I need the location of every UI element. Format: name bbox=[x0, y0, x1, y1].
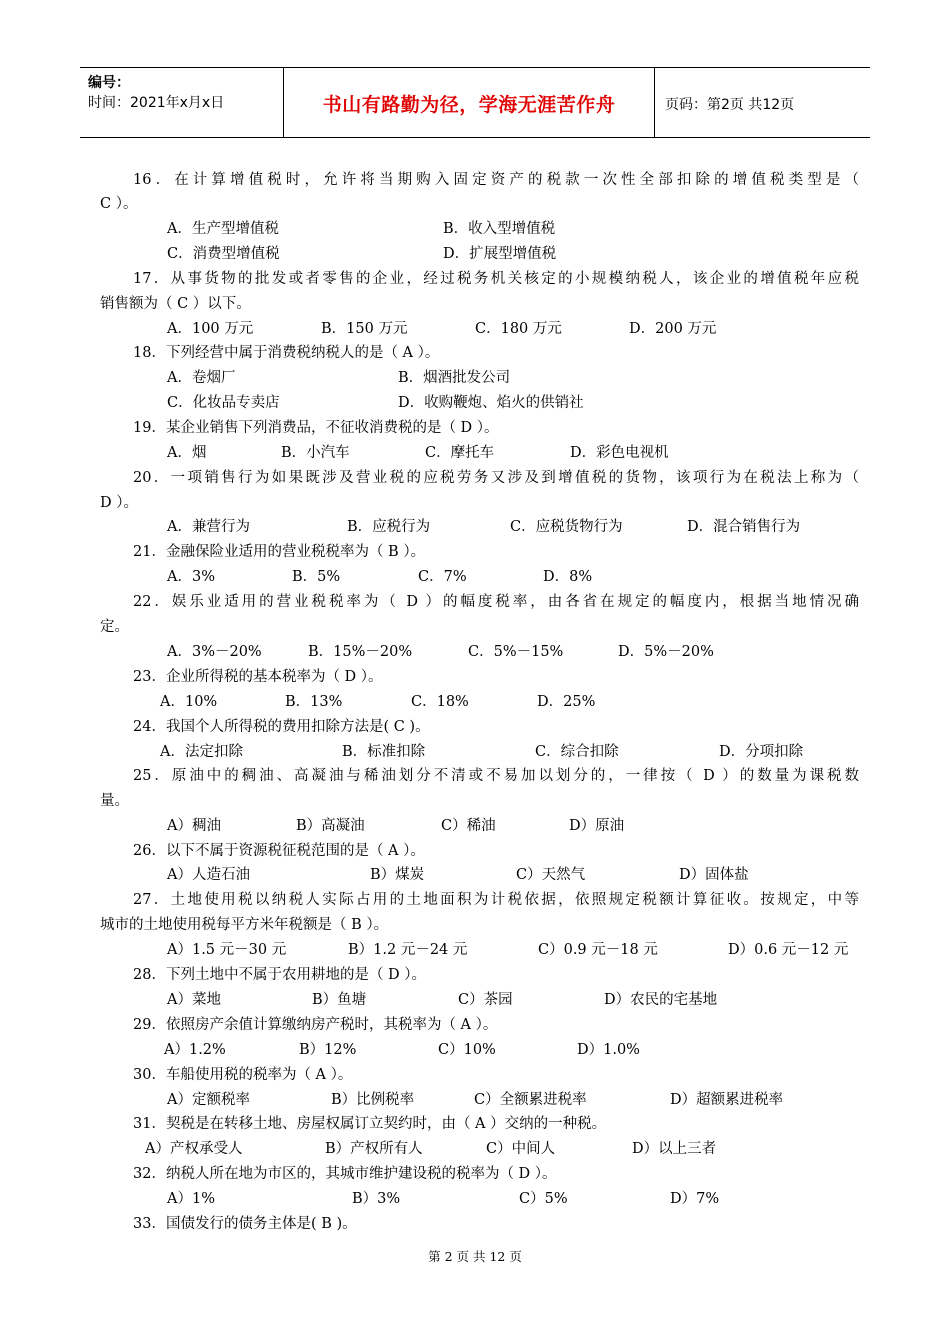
question-16-option-d: D．扩展型增值税 bbox=[443, 246, 557, 262]
question-27-option-a: A）1.5 元－30 元 bbox=[167, 942, 287, 958]
question-17-option-b: B．150 万元 bbox=[321, 321, 408, 337]
question-30-text: 30．车船使用税的税率为（ A ）。 bbox=[133, 1067, 353, 1083]
question-25-option-a: A）稠油 bbox=[167, 818, 221, 834]
question-28-option-c: C）茶园 bbox=[458, 992, 513, 1008]
question-28-option-b: B）鱼塘 bbox=[312, 992, 367, 1008]
header-left-cell bbox=[80, 68, 284, 137]
page-indicator: 页码：第2页 共12页 bbox=[665, 97, 795, 113]
question-20-answer: D ）。 bbox=[100, 495, 138, 511]
question-16-option-a: A．生产型增值税 bbox=[167, 221, 279, 237]
question-31-option-d: D）以上三者 bbox=[632, 1141, 717, 1157]
question-26-option-a: A）人造石油 bbox=[167, 867, 250, 883]
question-20-option-c: C．应税货物行为 bbox=[510, 519, 623, 535]
question-29-text: 29．依照房产余值计算缴纳房产税时，其税率为（ A ）。 bbox=[133, 1017, 498, 1033]
question-17-text-cont: 销售额为（ C ）以下。 bbox=[100, 296, 251, 312]
question-19-option-a: A．烟 bbox=[167, 445, 207, 461]
question-23-option-a: A．10% bbox=[160, 694, 218, 710]
question-25-option-c: C）稀油 bbox=[441, 818, 496, 834]
question-28-text: 28．下列土地中不属于农用耕地的是（ D ）。 bbox=[133, 967, 427, 983]
question-24-option-d: D．分项扣除 bbox=[719, 744, 804, 760]
question-26-option-c: C）天然气 bbox=[516, 867, 586, 883]
question-27-option-b: B）1.2 元－24 元 bbox=[348, 942, 468, 958]
question-17-option-a: A．100 万元 bbox=[167, 321, 254, 337]
question-31-option-b: B）产权所有人 bbox=[325, 1141, 423, 1157]
question-16-option-c: C．消费型增值税 bbox=[167, 246, 280, 262]
question-27-text: 27．土地使用税以纳税人实际占用的土地面积为计税依据，依照规定税额计算征收。按规定，中等 bbox=[133, 892, 859, 908]
question-32-text: 32．纳税人所在地为市区的，其城市维护建设税的税率为（ D ）。 bbox=[133, 1166, 557, 1182]
question-20-option-b: B．应税行为 bbox=[347, 519, 431, 535]
question-25-text-cont: 量。 bbox=[100, 793, 129, 809]
question-22-option-d: D．5%－20% bbox=[618, 644, 714, 660]
question-29-option-a: A）1.2% bbox=[164, 1042, 226, 1058]
question-31-option-c: C）中间人 bbox=[486, 1141, 556, 1157]
question-32-option-b: B）3% bbox=[352, 1191, 401, 1207]
question-22-option-b: B．15%－20% bbox=[308, 644, 413, 660]
question-22-text-cont: 定。 bbox=[100, 619, 129, 635]
question-18-option-d: D．收购鞭炮、焰火的供销社 bbox=[398, 395, 584, 411]
question-27-option-c: C）0.9 元－18 元 bbox=[538, 942, 658, 958]
question-31-option-a: A）产权承受人 bbox=[145, 1141, 243, 1157]
question-21-option-c: C．7% bbox=[418, 569, 467, 585]
question-28-option-a: A）菜地 bbox=[167, 992, 221, 1008]
question-20-text: 20．一项销售行为如果既涉及营业税的应税劳务又涉及到增值税的货物，该项行为在税法上称为（ bbox=[133, 470, 859, 486]
question-23-text: 23．企业所得税的基本税率为（ D ）。 bbox=[133, 669, 383, 685]
question-19-option-d: D．彩色电视机 bbox=[570, 445, 669, 461]
date-label: 时间：2021年x月x日 bbox=[88, 95, 225, 111]
question-22-option-c: C．5%－15% bbox=[468, 644, 564, 660]
question-23-option-b: B．13% bbox=[285, 694, 343, 710]
question-21-option-a: A．3% bbox=[167, 569, 215, 585]
question-20-option-a: A．兼营行为 bbox=[167, 519, 250, 535]
header-slogan-cell bbox=[284, 68, 655, 137]
question-32-option-a: A）1% bbox=[167, 1191, 215, 1207]
question-17-option-c: C．180 万元 bbox=[475, 321, 562, 337]
question-22-option-a: A．3%－20% bbox=[167, 644, 262, 660]
question-24-option-a: A．法定扣除 bbox=[160, 744, 243, 760]
question-18-option-b: B．烟酒批发公司 bbox=[398, 370, 511, 386]
question-29-option-d: D）1.0% bbox=[577, 1042, 640, 1058]
question-16-answer: C ）。 bbox=[100, 196, 138, 212]
page-footer: 第 2 页 共 12 页 bbox=[428, 1249, 522, 1264]
question-30-option-d: D）超额累进税率 bbox=[670, 1092, 784, 1108]
question-16-option-b: B．收入型增值税 bbox=[443, 221, 556, 237]
page-header bbox=[80, 67, 870, 138]
question-22-text: 22．娱乐业适用的营业税税率为（ D ）的幅度税率，由各省在规定的幅度内，根据当地情况确 bbox=[133, 594, 859, 610]
question-16-text: 16．在计算增值税时，允许将当期购入固定资产的税款一次性全部扣除的增值税类型是（ bbox=[133, 172, 859, 188]
question-17-option-d: D．200 万元 bbox=[629, 321, 717, 337]
question-23-option-c: C．18% bbox=[411, 694, 469, 710]
question-29-option-c: C）10% bbox=[438, 1042, 496, 1058]
question-26-text: 26．以下不属于资源税征税范围的是（ A ）。 bbox=[133, 843, 425, 859]
header-right-cell bbox=[655, 68, 870, 137]
question-17-text: 17．从事货物的批发或者零售的企业，经过税务机关核定的小规模纳税人，该企业的增值税年应税 bbox=[133, 271, 859, 287]
question-24-option-c: C．综合扣除 bbox=[535, 744, 619, 760]
question-33-text: 33．国债发行的债务主体是( B )。 bbox=[133, 1216, 357, 1232]
question-24-option-b: B．标准扣除 bbox=[342, 744, 426, 760]
question-21-text: 21．金融保险业适用的营业税税率为（ B ）。 bbox=[133, 544, 426, 560]
question-19-text: 19．某企业销售下列消费品，不征收消费税的是（ D ）。 bbox=[133, 420, 499, 436]
question-28-option-d: D）农民的宅基地 bbox=[604, 992, 718, 1008]
question-18-option-a: A．卷烟厂 bbox=[167, 370, 236, 386]
question-30-option-b: B）比例税率 bbox=[331, 1092, 415, 1108]
question-30-option-c: C）全额累进税率 bbox=[474, 1092, 587, 1108]
question-19-option-b: B．小汽车 bbox=[281, 445, 350, 461]
question-20-option-d: D．混合销售行为 bbox=[687, 519, 801, 535]
question-27-option-d: D）0.6 元－12 元 bbox=[728, 942, 849, 958]
question-25-option-d: D）原油 bbox=[569, 818, 625, 834]
question-26-option-d: D）固体盐 bbox=[679, 867, 749, 883]
question-23-option-d: D．25% bbox=[537, 694, 596, 710]
question-24-text: 24．我国个人所得税的费用扣除方法是( C )。 bbox=[133, 719, 430, 735]
question-18-option-c: C．化妆品专卖店 bbox=[167, 395, 280, 411]
question-30-option-a: A）定额税率 bbox=[167, 1092, 250, 1108]
question-25-text: 25．原油中的稠油、高凝油与稀油划分不清或不易加以划分的，一律按（ D ）的数量为课税数 bbox=[133, 768, 859, 784]
question-32-option-d: D）7% bbox=[670, 1191, 720, 1207]
question-32-option-c: C）5% bbox=[519, 1191, 568, 1207]
question-25-option-b: B）高凝油 bbox=[296, 818, 365, 834]
question-29-option-b: B）12% bbox=[299, 1042, 357, 1058]
question-21-option-b: B．5% bbox=[292, 569, 341, 585]
document-number-label: 编号： bbox=[88, 75, 130, 91]
question-27-text-cont: 城市的土地使用税每平方米年税额是（ B ）。 bbox=[100, 917, 389, 933]
question-18-text: 18．下列经营中属于消费税纳税人的是（ A ）。 bbox=[133, 345, 440, 361]
slogan: 书山有路勤为径，学海无涯苦作舟 bbox=[322, 94, 616, 116]
question-31-text: 31．契税是在转移土地、房屋权属订立契约时，由（ A ）交纳的一种税。 bbox=[133, 1116, 607, 1132]
question-21-option-d: D．8% bbox=[543, 569, 593, 585]
question-19-option-c: C．摩托车 bbox=[425, 445, 495, 461]
question-26-option-b: B）煤炭 bbox=[370, 867, 425, 883]
